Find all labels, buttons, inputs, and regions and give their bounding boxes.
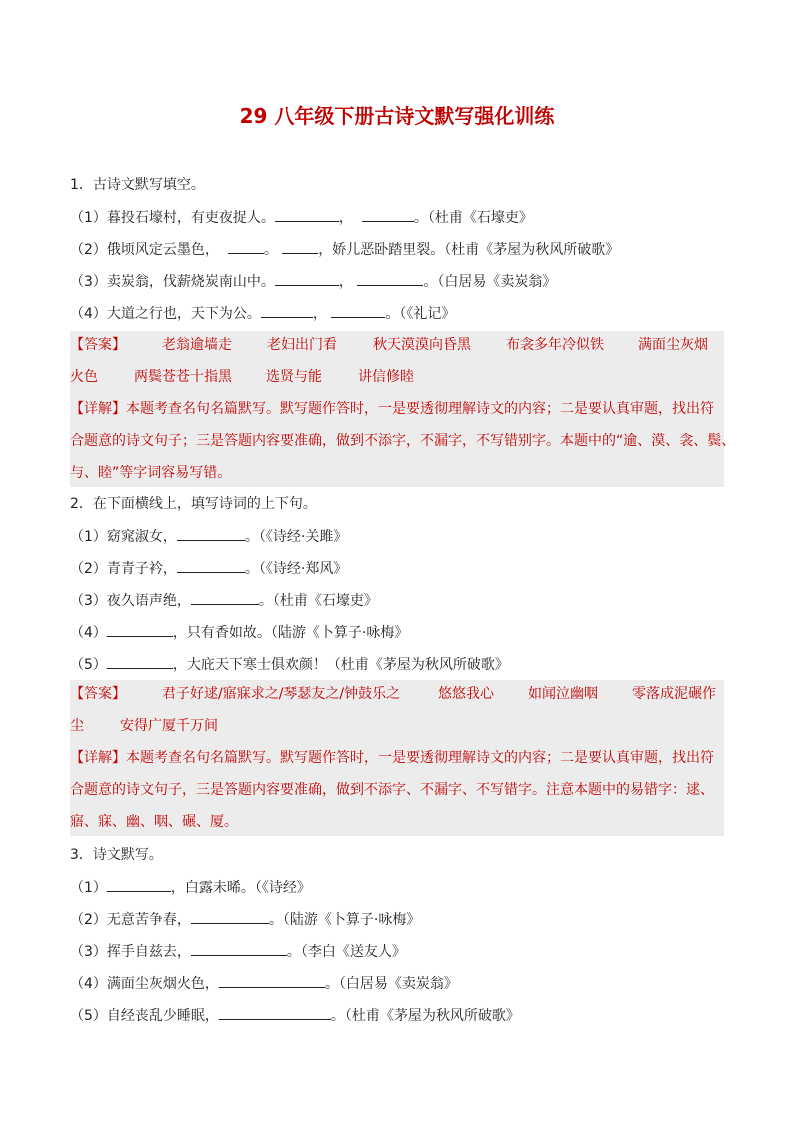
q2-item-1-text: （1）窈窕淑女， — [70, 529, 177, 545]
q2-item-2-source: 。（《诗经·郑风》 — [244, 561, 348, 577]
answer-item: 尘 — [70, 718, 84, 734]
q1-item-2-text: （2）俄顷风定云墨色， — [70, 242, 219, 258]
q2-item-3-source: 。（杜甫《石壕吏》 — [258, 593, 378, 609]
detail-text: 本题考查名句名篇默写。默写题作答时，一是要透彻理解诗文的内容；二是要认真审题，找出符 — [126, 401, 714, 417]
q2-item-4 — [70, 622, 730, 643]
q1-item-4 — [70, 303, 730, 324]
q2-item-4-text: （4） — [70, 625, 107, 641]
q2-detail-line-2 — [70, 780, 724, 800]
q3-stem: 3．诗文默写。 — [70, 847, 163, 863]
answer-blank[interactable] — [219, 1005, 331, 1020]
detail-text: 寤、寐、幽、咽、碾、厦。 — [70, 814, 238, 830]
detail-text: 合题意的诗文句子；三是答题内容要准确，做到不添字，不漏字，不写错别字。本题中的“逾、漠、衾、鬓、 — [70, 433, 736, 449]
q3-item-1-source: ，白露未晞。（《诗经》 — [170, 880, 311, 896]
answer-blank[interactable] — [177, 526, 245, 541]
detail-text: 与、睦”等字词容易写错。 — [70, 465, 232, 481]
answer-blank[interactable] — [331, 303, 385, 318]
q2-detail-line-3 — [70, 812, 724, 832]
answer-item: 火色 — [70, 369, 98, 385]
q2-item-1 — [70, 526, 730, 547]
q3-item-2-text: （2）无意苦争春， — [70, 912, 191, 928]
q1-item-1-source: 。（杜甫《石壕吏》 — [413, 210, 533, 226]
q3-item-2-source: 。（陆游《卜算子·咏梅》 — [268, 912, 421, 928]
q2-answer-box — [70, 680, 724, 836]
answer-blank[interactable] — [362, 207, 414, 222]
answer-item: 老翁逾墙走 — [162, 337, 232, 353]
q1-item-4-text: （4）大道之行也，天下为公。 — [70, 306, 261, 322]
q1-detail-line-3 — [70, 463, 724, 483]
q3-item-5-text: （5）自经丧乱少睡眠， — [70, 1008, 219, 1024]
answer-blank[interactable] — [191, 590, 259, 605]
answer-item: 如闻泣幽咽 — [528, 686, 598, 702]
q3-item-2 — [70, 909, 730, 930]
q3-item-3 — [70, 941, 730, 962]
q2-item-5 — [70, 654, 730, 675]
detail-text: 合题意的诗文句子，三是答题内容要准确，做到不添字、不漏字、不写错字。注意本题中的易错字：逑、 — [70, 782, 714, 798]
q1-item-4-sep: ， — [312, 306, 327, 322]
q1-detail-line-2 — [70, 431, 736, 451]
answer-blank[interactable] — [177, 558, 245, 573]
q2-item-2 — [70, 558, 730, 579]
answer-item: 零落成泥碾作 — [632, 686, 716, 702]
q3-item-1 — [70, 877, 730, 898]
q1-item-2-sep: 。 — [263, 242, 278, 258]
answer-blank[interactable] — [219, 973, 325, 988]
answer-item: 君子好逑/寤寐求之/琴瑟友之/钟鼓乐之 — [162, 686, 401, 702]
q2-stem: 2．在下面横线上，填写诗词的上下句。 — [70, 496, 317, 512]
answer-blank[interactable] — [357, 271, 423, 286]
q1-item-1-text: （1）暮投石壕村，有吏夜捉人。 — [70, 210, 275, 226]
answer-blank[interactable] — [275, 271, 339, 286]
detail-tag: 【详解】 — [70, 401, 126, 417]
q1-item-4-source: 。（《礼记》 — [385, 306, 456, 322]
answer-item: 秋天漠漠向昏黑 — [373, 337, 471, 353]
answer-item: 选贤与能 — [266, 369, 322, 385]
answer-blank[interactable] — [275, 207, 339, 222]
answer-blank[interactable] — [191, 909, 269, 924]
q2-item-1-source: 。（《诗经·关雎》 — [244, 529, 348, 545]
q2-item-3-text: （3）夜久语声绝， — [70, 593, 191, 609]
q2-item-4-source: ，只有香如故。（陆游《卜算子·咏梅》 — [172, 625, 409, 641]
q1-item-1-sep: ， — [338, 210, 353, 226]
q3-item-3-source: 。（李白《送友人》 — [286, 944, 406, 960]
answer-item: 悠悠我心 — [438, 686, 494, 702]
q1-stem: 1．古诗文默写填空。 — [70, 177, 205, 193]
q2-item-5-text: （5） — [70, 657, 107, 673]
q3-item-4-text: （4）满面尘灰烟火色， — [70, 976, 219, 992]
q3-item-4-source: 。（白居易《卖炭翁》 — [324, 976, 458, 992]
answer-blank[interactable] — [107, 622, 173, 637]
detail-text: 本题考查名句名篇默写。默写题作答时，一是要透彻理解诗文的内容；二是要认真审题，找出符 — [126, 750, 714, 766]
answer-blank[interactable] — [107, 654, 173, 669]
q1-item-3 — [70, 271, 730, 292]
answer-item: 老妇出门看 — [267, 337, 337, 353]
q1-item-1 — [70, 207, 730, 228]
q1-answer-box — [70, 331, 736, 487]
answer-blank[interactable] — [261, 303, 313, 318]
answer-blank[interactable] — [282, 239, 318, 254]
q1-item-2 — [70, 239, 730, 260]
answer-item: 满面尘灰烟 — [638, 337, 708, 353]
answer-item: 两鬓苍苍十指黑 — [134, 369, 232, 385]
q2-item-3 — [70, 590, 730, 611]
q1-item-3-text: （3）卖炭翁，伐薪烧炭南山中。 — [70, 274, 275, 290]
q3-item-3-text: （3）挥手自兹去， — [70, 944, 191, 960]
answer-item: 安得广厦千万间 — [120, 718, 218, 734]
q1-detail-line-1 — [70, 399, 724, 419]
q1-item-3-sep: ， — [338, 274, 353, 290]
q2-item-5-source: ，大庇天下寒士俱欢颜！（杜甫《茅屋为秋风所破歌》 — [172, 657, 509, 673]
detail-tag: 【详解】 — [70, 750, 126, 766]
answer-blank[interactable] — [228, 239, 264, 254]
q3-item-1-text: （1） — [70, 880, 107, 896]
answer-item: 布衾多年冷似铁 — [506, 337, 604, 353]
q2-item-2-text: （2）青青子衿， — [70, 561, 177, 577]
q1-item-3-source: 。（白居易《卖炭翁》 — [423, 274, 557, 290]
q2-detail-line-1 — [70, 748, 724, 768]
q3-item-5 — [70, 1005, 730, 1026]
answer-blank[interactable] — [107, 877, 171, 892]
q3-item-5-source: 。（杜甫《茅屋为秋风所破歌》 — [330, 1008, 520, 1024]
page-title: 29 八年级下册古诗文默写强化训练 — [239, 104, 555, 128]
answer-tag: 【答案】 — [70, 337, 126, 353]
q3-item-4 — [70, 973, 730, 994]
answer-blank[interactable] — [191, 941, 287, 956]
answer-tag: 【答案】 — [70, 686, 126, 702]
q1-item-2-source: ，娇儿恶卧踏里裂。（杜甫《茅屋为秋风所破歌》 — [318, 242, 620, 258]
answer-item: 讲信修睦 — [358, 369, 414, 385]
